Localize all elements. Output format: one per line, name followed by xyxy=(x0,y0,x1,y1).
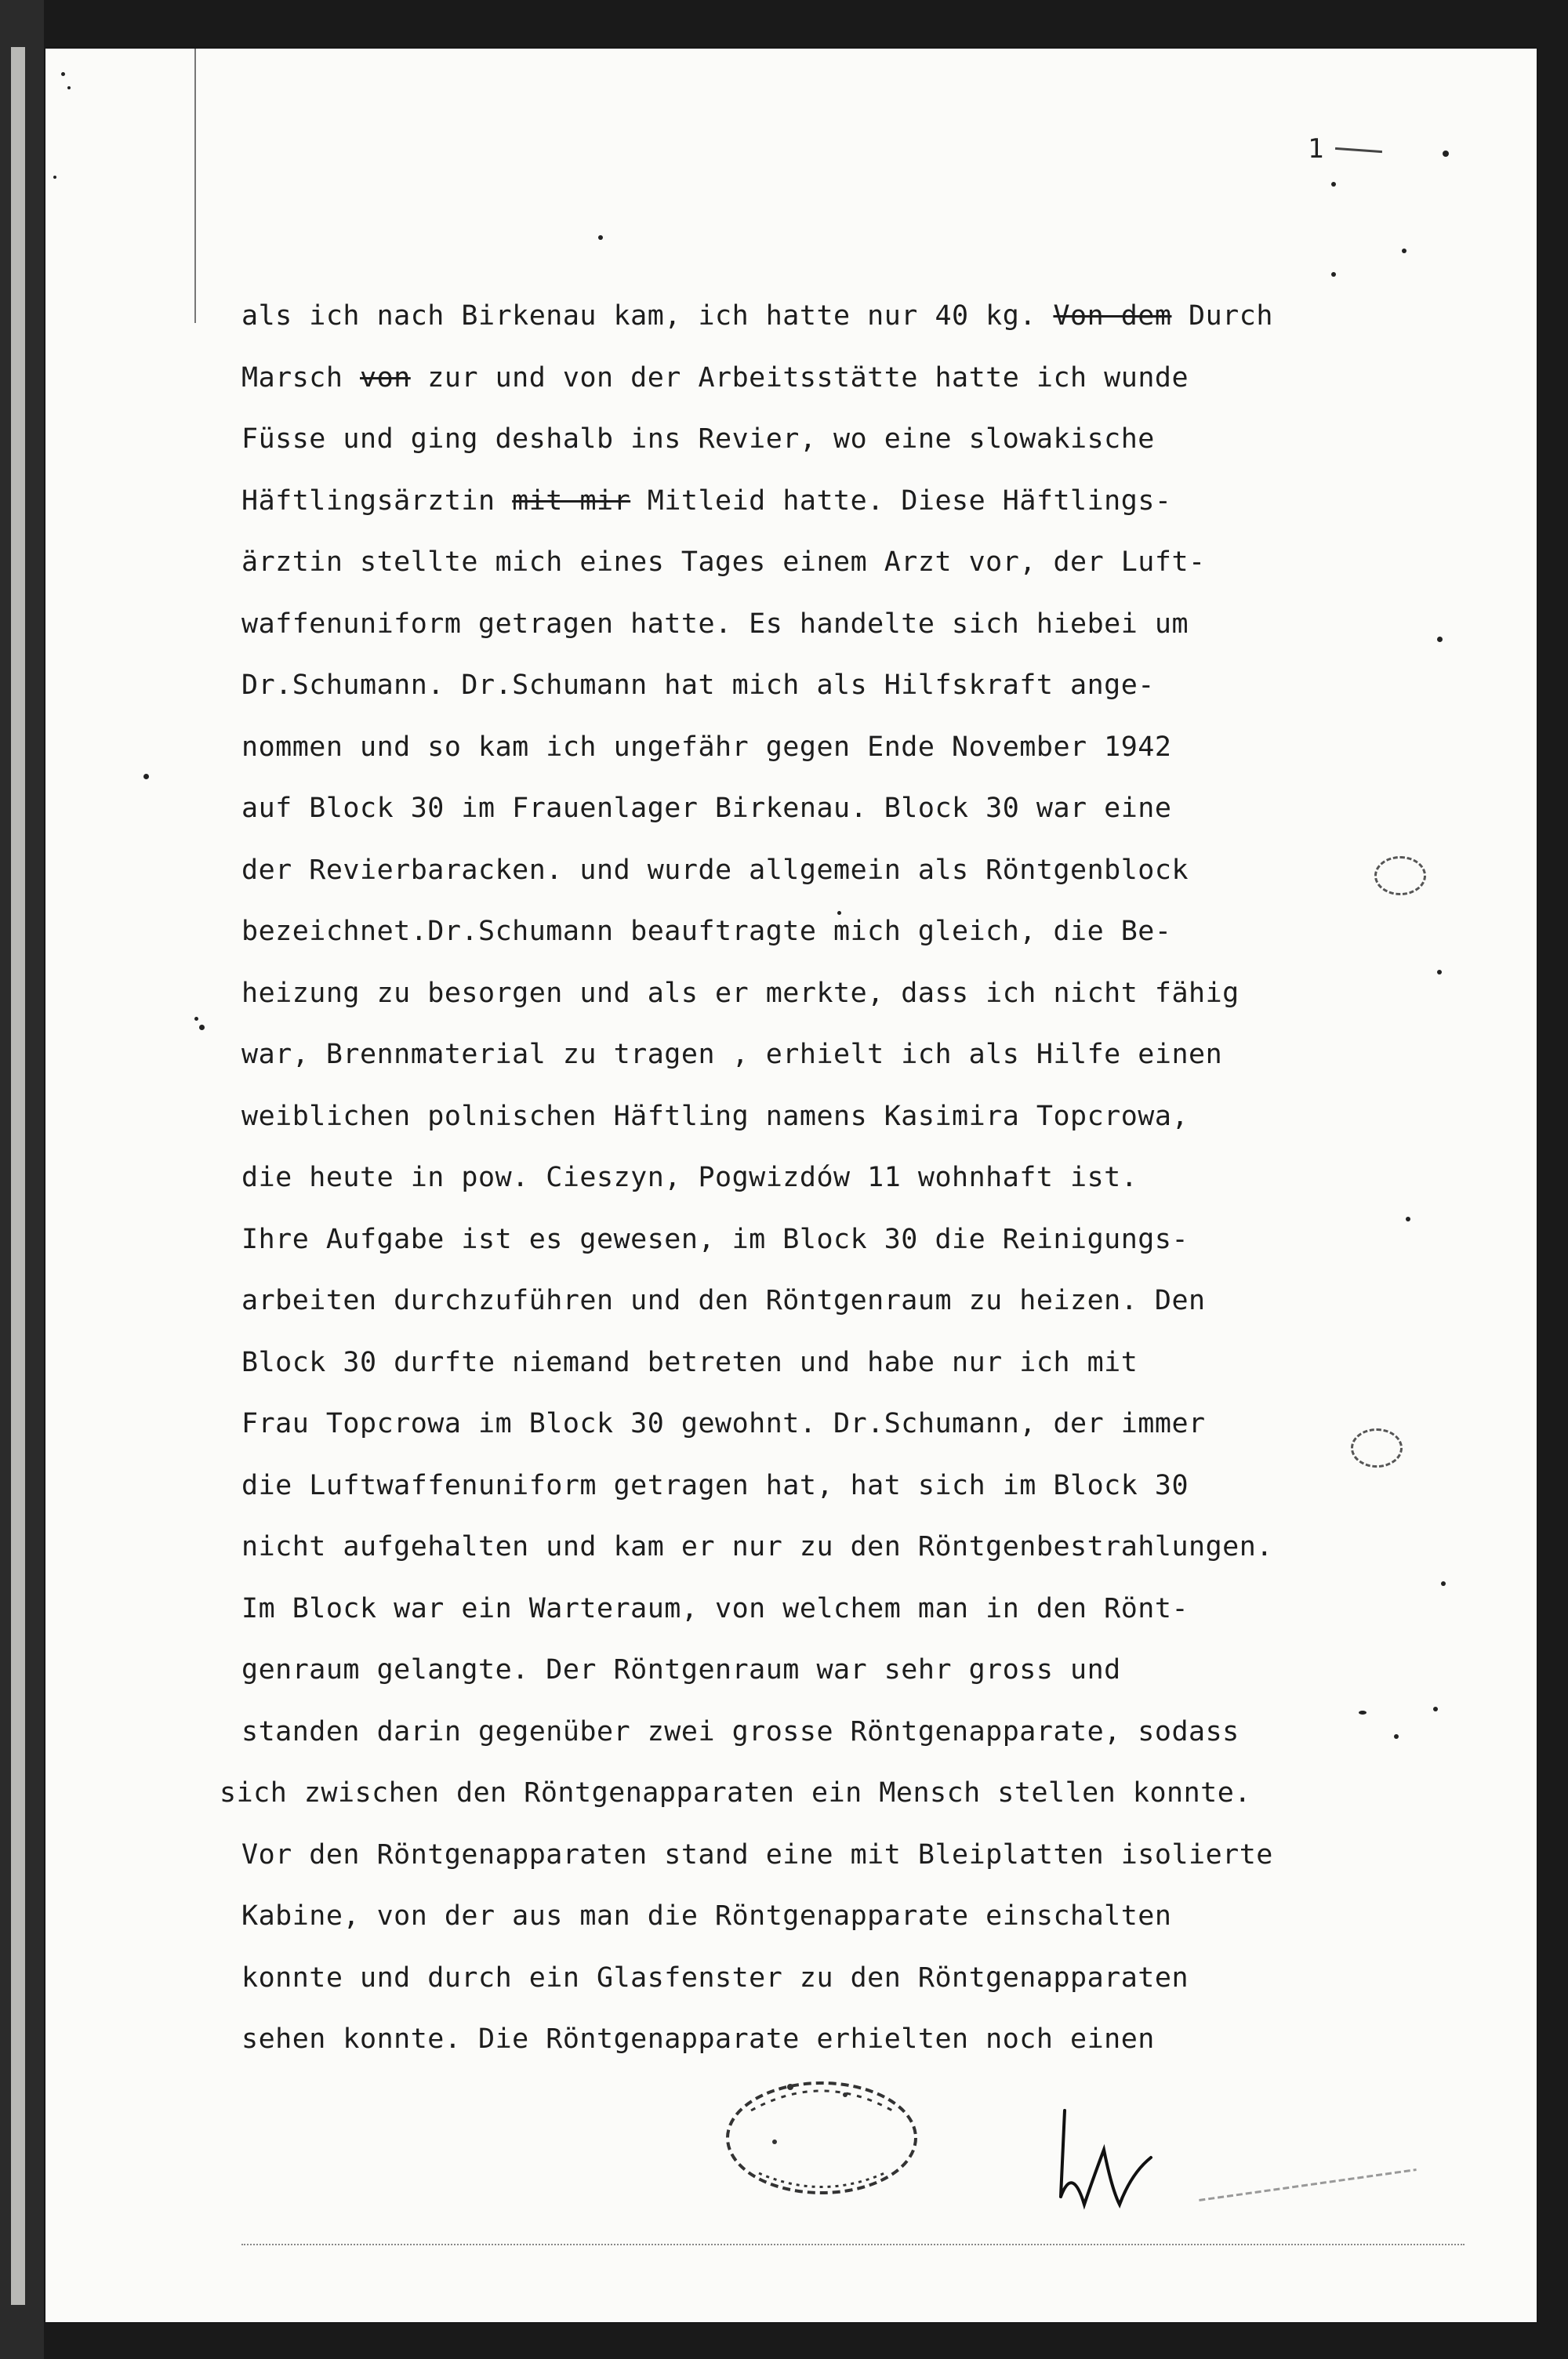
speck xyxy=(1437,970,1442,974)
text-line-25: sich zwischen den Röntgenapparaten ein Mensch stellen konnte. xyxy=(220,1777,1251,1809)
speck xyxy=(598,235,603,240)
speck xyxy=(53,176,56,179)
speck xyxy=(194,1017,198,1021)
speck xyxy=(1402,249,1406,253)
text-line-14: weiblichen polnischen Häftling namens Kasimira Topcrowa, xyxy=(241,1100,1189,1132)
speck xyxy=(1406,1217,1410,1221)
text-line-10: der Revierbaracken. und wurde allgemein als Röntgenblock xyxy=(241,854,1189,886)
margin-line xyxy=(194,49,196,323)
speck xyxy=(1331,272,1336,277)
speck xyxy=(143,774,149,779)
speck xyxy=(1433,1707,1438,1711)
text-line-17: arbeiten durchzuführen und den Röntgenraum zu heizen. Den xyxy=(241,1285,1206,1316)
bottom-rule xyxy=(241,2244,1465,2247)
speck xyxy=(67,86,71,89)
speck xyxy=(1443,151,1449,157)
line-1-text: als ich nach Birkenau kam, ich hatte nur 40 kg. Von dem Durch xyxy=(241,300,1273,332)
text-line-13: war, Brennmaterial zu tragen , erhielt ich als Hilfe einen xyxy=(241,1039,1223,1070)
text-line-27: Kabine, von der aus man die Röntgenapparate einschalten xyxy=(241,1900,1172,1932)
speck xyxy=(1441,1581,1446,1586)
text-line-12: heizung zu besorgen und als er merkte, dass ich nicht fähig xyxy=(241,977,1240,1009)
punch-hole-top xyxy=(1374,856,1426,895)
page-number-dash xyxy=(1335,147,1382,153)
text-line-21: nicht aufgehalten und kam er nur zu den Röntgenbestrahlungen. xyxy=(241,1531,1273,1562)
line-2-text: Marsch von zur und von der Arbeitsstätte hatte ich wunde xyxy=(241,361,1189,394)
page-number: 1 xyxy=(1308,133,1324,165)
typed-text-block xyxy=(220,285,1465,2070)
text-line-23: genraum gelangte. Der Röntgenraum war sehr gross und xyxy=(241,1654,1121,1686)
text-line-18: Block 30 durfte niemand betreten und habe nur ich mit xyxy=(241,1346,1138,1378)
text-line-28: konnte und durch ein Glasfenster zu den Röntgenapparaten xyxy=(241,1962,1189,1994)
speck xyxy=(1437,637,1443,642)
scanner-left-strip xyxy=(0,0,44,2359)
signature xyxy=(1041,2103,1167,2220)
text-line-15: die heute in pow. Cieszyn, Pogwizdów 11 wohnhaft ist. xyxy=(241,1162,1138,1193)
speck xyxy=(837,911,841,915)
speck xyxy=(1359,1711,1367,1715)
text-line-29: sehen konnte. Die Röntgenapparate erhielten noch einen xyxy=(241,2023,1155,2055)
text-line-26: Vor den Röntgenapparaten stand eine mit Bleiplatten isolierte xyxy=(241,1838,1273,1871)
speck xyxy=(1394,1734,1399,1739)
text-line-1 xyxy=(241,285,1465,347)
text-line-4 xyxy=(241,470,1465,532)
previous-page-edge xyxy=(11,47,25,2305)
signature-caption xyxy=(1197,2158,1417,2212)
text-line-24: standen darin gegenüber zwei grosse Röntgenapparate, sodass xyxy=(241,1715,1240,1747)
speck xyxy=(1331,182,1336,187)
text-line-7: Dr.Schumann. Dr.Schumann hat mich als Hilfskraft ange- xyxy=(241,670,1155,701)
text-line-22: Im Block war ein Warteraum, von welchem man in den Rönt- xyxy=(241,1592,1189,1624)
punch-hole-bottom xyxy=(1351,1428,1403,1468)
text-line-5: ärztin stellte mich eines Tages einem Arzt vor, der Luft- xyxy=(241,546,1206,578)
text-line-20: die Luftwaffenuniform getragen hat, hat sich im Block 30 xyxy=(241,1469,1189,1501)
text-line-11: bezeichnet.Dr.Schumann beauftragte mich gleich, die Be- xyxy=(241,916,1172,947)
text-line-3: Füsse und ging deshalb ins Revier, wo eine slowakische xyxy=(241,423,1155,455)
document-page xyxy=(45,49,1537,2322)
speck xyxy=(199,1025,205,1030)
text-line-6: waffenuniform getragen hatte. Es handelte sich hiebei um xyxy=(241,608,1189,640)
text-line-9: auf Block 30 im Frauenlager Birkenau. Block 30 war eine xyxy=(241,793,1172,824)
text-line-2 xyxy=(241,347,1465,409)
text-line-8: nommen und so kam ich ungefähr gegen Ende November 1942 xyxy=(241,731,1172,763)
text-line-19: Frau Topcrowa im Block 30 gewohnt. Dr.Schumann, der immer xyxy=(241,1408,1206,1439)
archive-stamp xyxy=(704,2063,939,2205)
line-4-text: Häftlingsärztin mit mir Mitleid hatte. Diese Häftlings- xyxy=(241,485,1172,517)
text-line-16: Ihre Aufgabe ist es gewesen, im Block 30 die Reinigungs- xyxy=(241,1223,1189,1255)
speck xyxy=(61,72,65,76)
